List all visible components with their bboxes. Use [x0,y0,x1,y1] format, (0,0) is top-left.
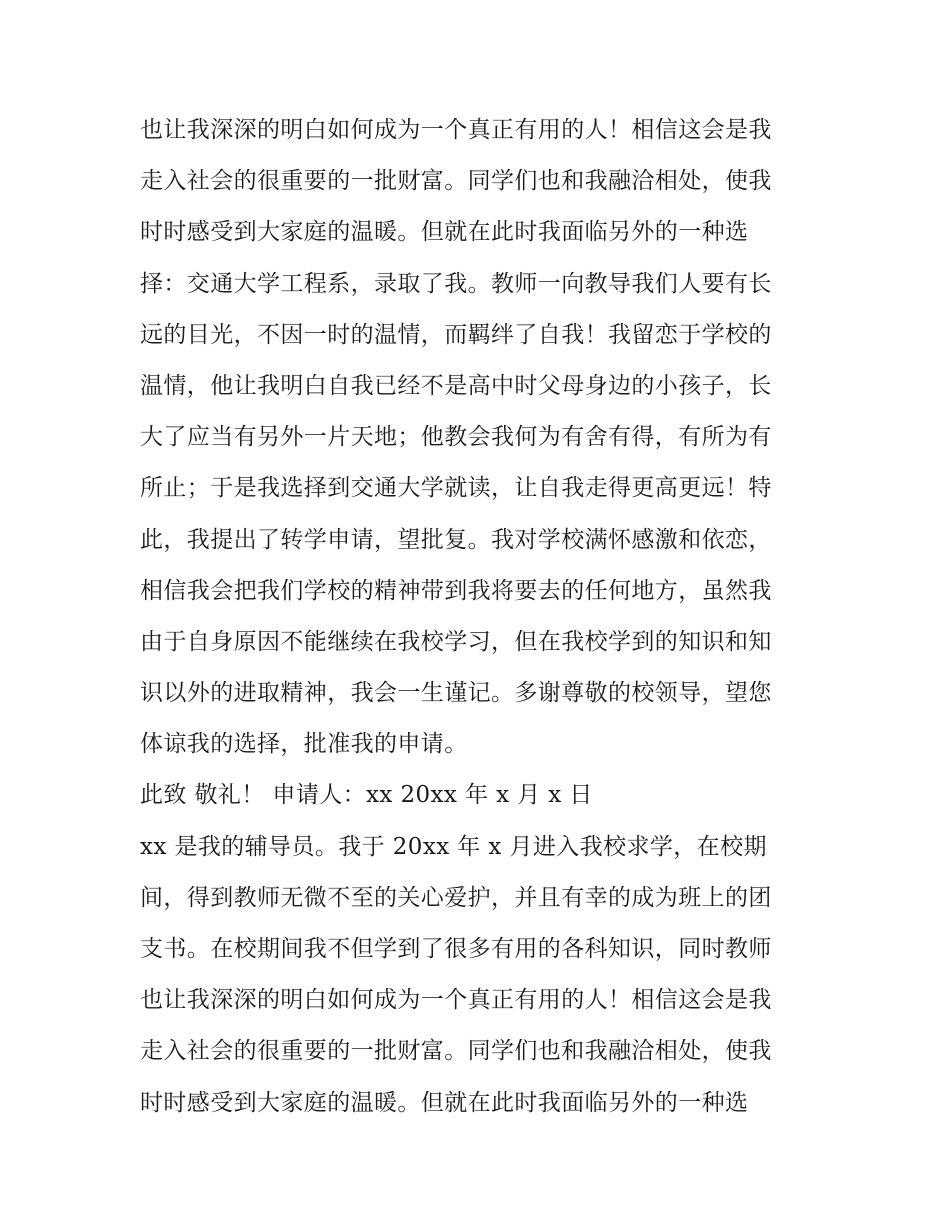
text-line: 支书。在校期间我不但学到了很多有用的各科知识，同时教师 [140,936,772,962]
closing-line: 此致 敬礼！ 申请人：xx 20xx 年 x 月 x 日 [140,782,593,809]
body-text [140,105,820,1129]
text-line: 大了应当有另外一片天地；他教会我何为有舍有得，有所为有 [140,424,772,451]
text-line: 间，得到教师无微不至的关心爱护，并且有幸的成为班上的团 [140,884,772,911]
text-line: 也让我深深的明白如何成为一个真正有用的人！相信这会是我 [140,987,772,1014]
text-line: 时时感受到大家庭的温暖。但就在此时我面临另外的一种选 [140,219,749,246]
text-line: 温情，他让我明白自我已经不是高中时父母身边的小孩子，长 [140,372,772,399]
text-line: xx 是我的辅导员。我于 20xx 年 x 月进入我校求学，在校期 [140,833,767,860]
text-line: 相信我会把我们学校的精神带到我将要去的任何地方，虽然我 [140,577,772,604]
text-line: 时时感受到大家庭的温暖。但就在此时我面临另外的一种选 [140,1089,749,1116]
text-line: 择：交通大学工程系，录取了我。教师一向教导我们人要有长 [140,270,772,297]
text-line: 识以外的进取精神，我会一生谨记。多谢尊敬的校领导，望您 [140,680,772,707]
text-line: 由于自身原因不能继续在我校学习，但在我校学到的知识和知 [140,628,772,655]
text-line: 此，我提出了转学申请，望批复。我对学校满怀感激和依恋， [140,526,772,553]
text-line: 走入社会的很重要的一批财富。同学们也和我融洽相处，使我 [140,1038,772,1065]
text-line: 体谅我的选择，批准我的申请。 [140,731,468,758]
text-line: 所止；于是我选择到交通大学就读，让自我走得更高更远！特 [140,475,772,502]
text-line: 远的目光，不因一时的温情，而羁绊了自我！我留恋于学校的 [140,321,772,348]
text-line: 也让我深深的明白如何成为一个真正有用的人！相信这会是我 [140,117,772,143]
text-line: 走入社会的很重要的一批财富。同学们也和我融洽相处，使我 [140,168,772,195]
